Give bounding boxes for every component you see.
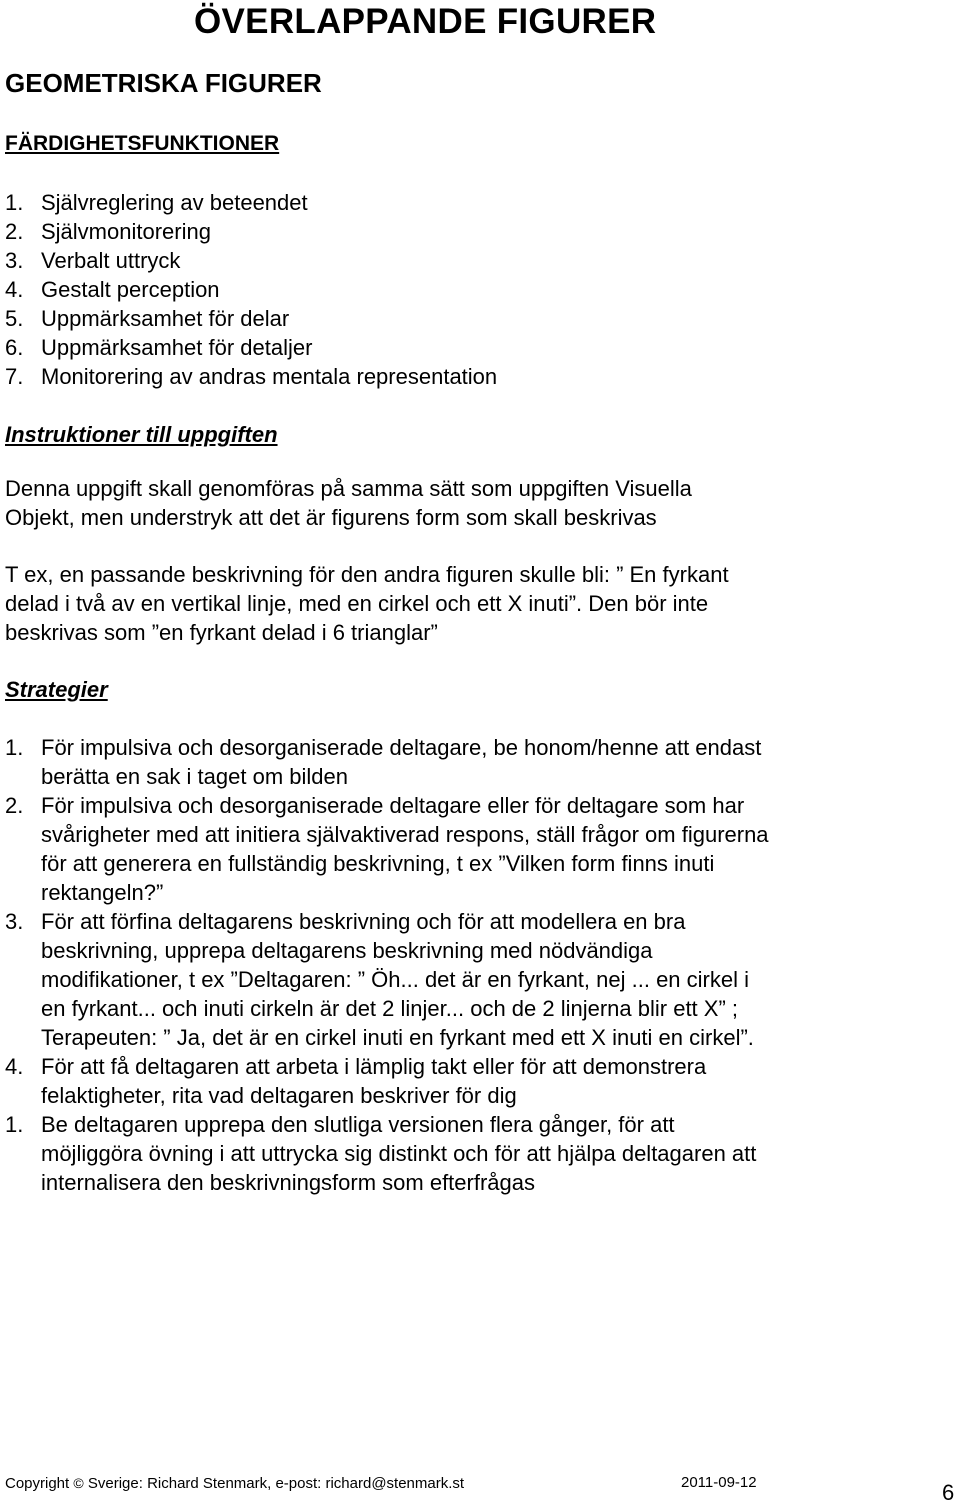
strategies-heading: Strategier: [5, 677, 108, 702]
list-item: [5, 217, 497, 246]
paragraph-line: Objekt, men understryk att det är figurens form som skall beskrivas: [5, 505, 657, 530]
list-line: beskrivning, upprepa deltagarens beskrivning med nödvändiga: [41, 938, 653, 963]
instructions-paragraph: [5, 474, 875, 532]
list-number: 2.: [5, 219, 24, 244]
list-line: För impulsiva och desorganiserade deltagare, be honom/henne att endast: [41, 735, 762, 760]
copyright-text: Sverige: Richard Stenmark, e-post: richard@stenmark.st: [87, 1475, 465, 1492]
list-line: möjliggöra övning i att uttrycka sig distinkt och för att hjälpa deltagaren att: [41, 1141, 757, 1166]
list-item: [5, 275, 497, 304]
list-number: 5.: [5, 306, 24, 331]
copyright-icon: ©: [73, 1475, 84, 1491]
list-line: modifikationer, t ex ”Deltagaren: ” Öh... det är en fyrkant, nej ... en cirkel i: [41, 967, 749, 992]
list-line: rektangeln?”: [41, 880, 164, 905]
paragraph-line: T ex, en passande beskrivning för den andra figuren skulle bli: ” En fyrkant: [5, 562, 729, 587]
list-item: [5, 907, 905, 1052]
list-text: [41, 1110, 905, 1197]
list-item: [5, 791, 905, 907]
list-number: 2.: [5, 793, 24, 818]
example-paragraph: [5, 560, 875, 647]
paragraph-line: Denna uppgift skall genomföras på samma sätt som uppgiften Visuella: [5, 476, 692, 501]
list-item: [5, 1110, 905, 1197]
list-line: För att förfina deltagarens beskrivning och för att modellera en bra: [41, 909, 686, 934]
list-line: felaktigheter, rita vad deltagaren beskriver för dig: [41, 1083, 517, 1108]
list-line: För impulsiva och desorganiserade deltagare eller för deltagare som har: [41, 793, 745, 818]
strategies-list: [5, 733, 905, 1197]
list-item: [5, 1052, 905, 1110]
skills-heading: FÄRDIGHETSFUNKTIONER: [5, 132, 280, 155]
list-line: internalisera den beskrivningsform som efterfrågas: [41, 1170, 536, 1195]
paragraph-line: beskrivas som ”en fyrkant delad i 6 trianglar”: [5, 620, 438, 645]
list-number: 4.: [5, 1054, 24, 1079]
list-item: [5, 362, 497, 391]
list-line: berätta en sak i taget om bilden: [41, 764, 348, 789]
list-line: en fyrkant... och inuti cirkeln är det 2 linjer... och de 2 linjerna blir ett X” ;: [41, 996, 739, 1021]
footer-date: 2011-09-12: [681, 1474, 757, 1491]
list-text: Monitorering av andras mentala representation: [41, 364, 498, 389]
list-item: [5, 188, 497, 217]
list-number: 3.: [5, 909, 24, 934]
list-item: [5, 733, 905, 791]
list-number: 3.: [5, 248, 24, 273]
list-text: Självmonitorering: [41, 219, 211, 244]
page-title: ÖVERLAPPANDE FIGURER: [194, 2, 657, 41]
list-number: 7.: [5, 364, 24, 389]
list-item: [5, 246, 497, 275]
section-heading: GEOMETRISKA FIGURER: [5, 68, 322, 98]
list-text: [41, 1052, 905, 1110]
list-item: [5, 304, 497, 333]
list-number: 1.: [5, 1112, 24, 1137]
skills-list: [5, 188, 497, 391]
list-line: för att generera en fullständig beskrivning, t ex ”Vilken form finns inuti: [41, 851, 715, 876]
list-text: [41, 791, 905, 907]
footer-copyright: [5, 1474, 464, 1493]
list-text: Gestalt perception: [41, 277, 220, 302]
list-text: [41, 907, 905, 1052]
instructions-heading: Instruktioner till uppgiften: [5, 422, 278, 447]
list-text: Självreglering av beteendet: [41, 190, 308, 215]
paragraph-line: delad i två av en vertikal linje, med en cirkel och ett X inuti”. Den bör inte: [5, 591, 709, 616]
list-text: Uppmärksamhet för delar: [41, 306, 290, 331]
copyright-label: Copyright: [5, 1475, 70, 1492]
list-line: För att få deltagaren att arbeta i lämplig takt eller för att demonstrera: [41, 1054, 707, 1079]
page-number: 6: [942, 1480, 955, 1505]
list-line: Terapeuten: ” Ja, det är en cirkel inuti en fyrkant med ett X inuti en cirkel”.: [41, 1025, 754, 1050]
list-number: 1.: [5, 735, 24, 760]
list-line: svårigheter med att initiera självaktiverad respons, ställ frågor om figurerna: [41, 822, 769, 847]
list-text: Uppmärksamhet för detaljer: [41, 335, 313, 360]
list-line: Be deltagaren upprepa den slutliga versionen flera gånger, för att: [41, 1112, 675, 1137]
list-text: Verbalt uttryck: [41, 248, 181, 273]
list-number: 4.: [5, 277, 24, 302]
list-number: 1.: [5, 190, 24, 215]
list-item: [5, 333, 497, 362]
list-number: 6.: [5, 335, 24, 360]
list-text: [41, 733, 905, 791]
